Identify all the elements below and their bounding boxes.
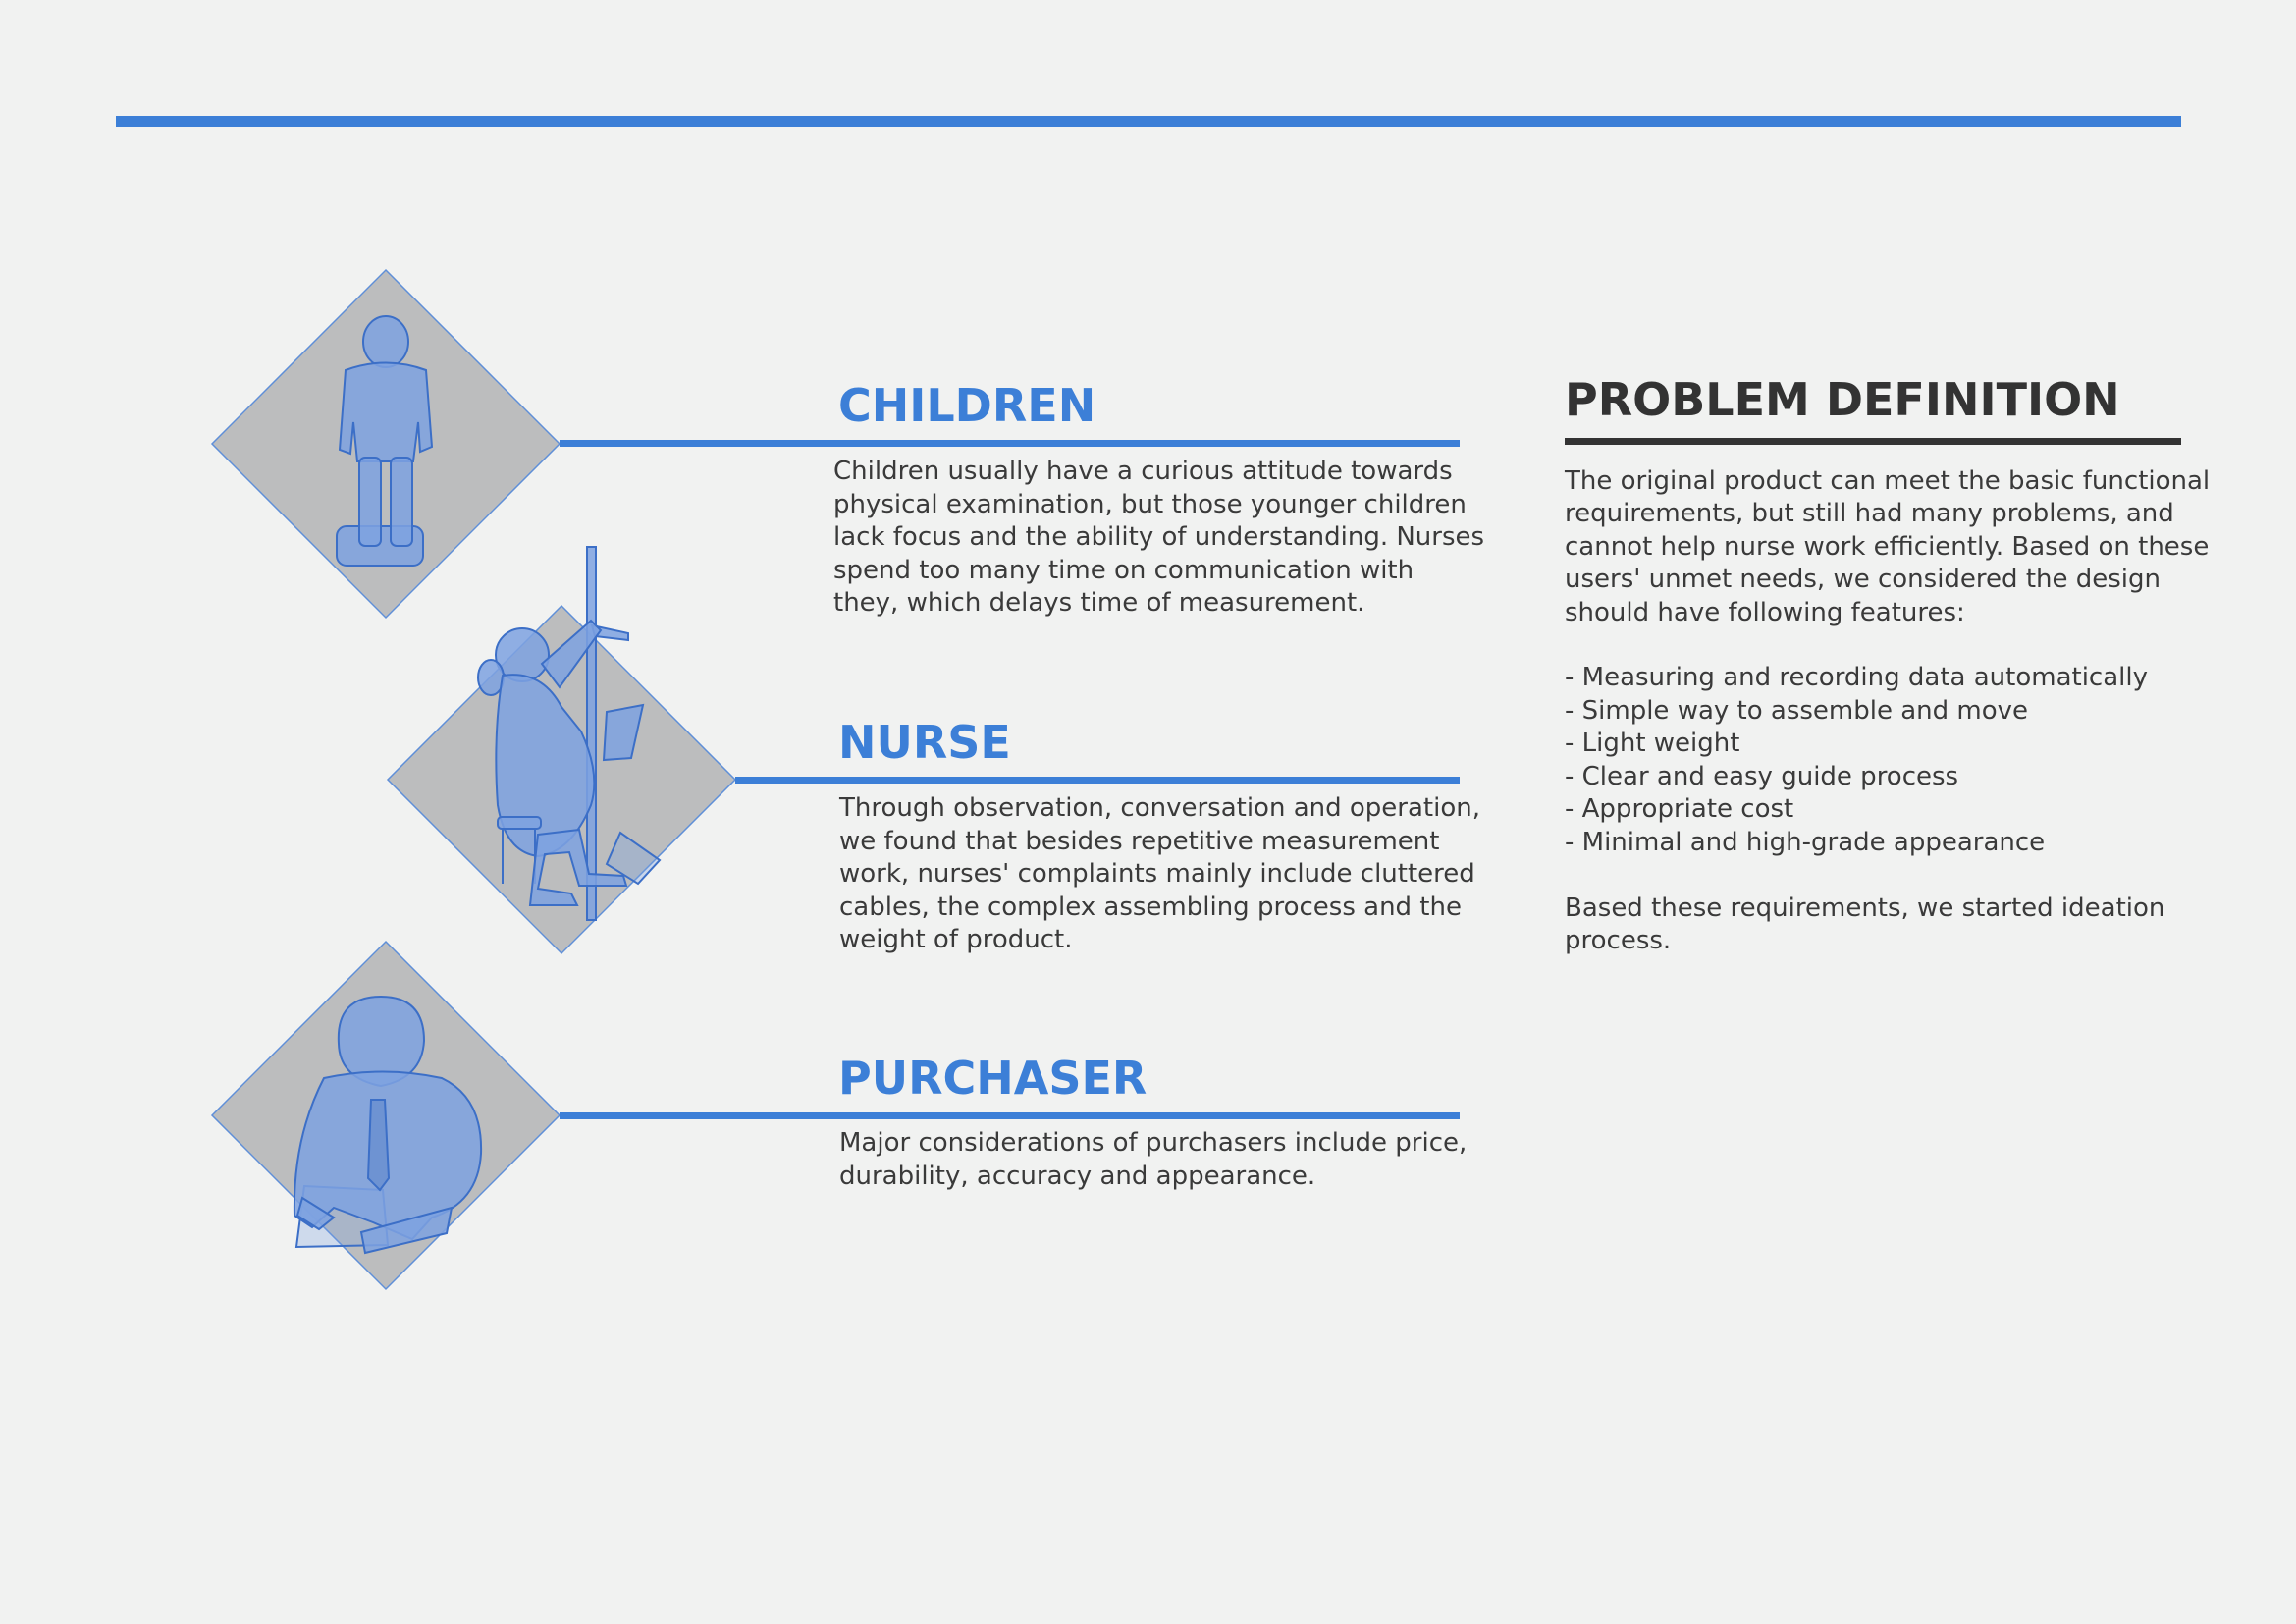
text-line: Based these requirements, we started ideation bbox=[1565, 893, 2165, 923]
text-line: requirements, but still had many problems, and bbox=[1565, 499, 2174, 528]
nurse-divider bbox=[735, 777, 1460, 784]
feature-item: - Appropriate cost bbox=[1565, 794, 1794, 824]
nurse-illustration bbox=[388, 547, 735, 953]
text-line: should have following features: bbox=[1565, 598, 1965, 627]
text-line: users' unmet needs, we considered the design bbox=[1565, 565, 2162, 594]
text-line: we found that besides repetitive measurement bbox=[839, 827, 1440, 856]
feature-item: - Clear and easy guide process bbox=[1565, 761, 1959, 791]
text-line: Through observation, conversation and operation, bbox=[839, 793, 1480, 823]
text-line: they, which delays time of measurement. bbox=[833, 588, 1365, 618]
text-line: Major considerations of purchasers include price, bbox=[839, 1128, 1468, 1158]
problem-definition-title: PROBLEM DEFINITION bbox=[1565, 373, 2120, 426]
text-line: cannot help nurse work efficiently. Based on these bbox=[1565, 532, 2210, 562]
child-illustration bbox=[212, 270, 560, 618]
text-line: work, nurses' complaints mainly include cluttered bbox=[839, 859, 1475, 889]
purchaser-illustration bbox=[212, 942, 560, 1289]
text-line: spend too many time on communication with bbox=[833, 556, 1415, 585]
purchaser-divider bbox=[560, 1112, 1460, 1119]
text-line: physical examination, but those younger children bbox=[833, 490, 1467, 519]
feature-item: - Light weight bbox=[1565, 729, 1740, 758]
text-line: weight of product. bbox=[839, 925, 1073, 954]
text-line: Children usually have a curious attitude towards bbox=[833, 457, 1453, 486]
text-line: process. bbox=[1565, 926, 1672, 955]
feature-item: - Minimal and high-grade appearance bbox=[1565, 827, 2046, 857]
text-line: lack focus and the ability of understanding. Nurses bbox=[833, 522, 1485, 552]
text-line: The original product can meet the basic functional bbox=[1565, 466, 2211, 496]
children-heading: CHILDREN bbox=[838, 379, 1096, 432]
feature-list bbox=[1565, 662, 2148, 859]
problem-definition-divider bbox=[1565, 438, 2181, 445]
nurse-heading: NURSE bbox=[838, 716, 1011, 769]
text-line: durability, accuracy and appearance. bbox=[839, 1162, 1316, 1191]
feature-item: - Measuring and recording data automatically bbox=[1565, 663, 2148, 692]
text-line: cables, the complex assembling process and the bbox=[839, 893, 1462, 922]
feature-item: - Simple way to assemble and move bbox=[1565, 695, 2029, 726]
purchaser-heading: PURCHASER bbox=[838, 1052, 1148, 1105]
children-divider bbox=[560, 440, 1460, 447]
